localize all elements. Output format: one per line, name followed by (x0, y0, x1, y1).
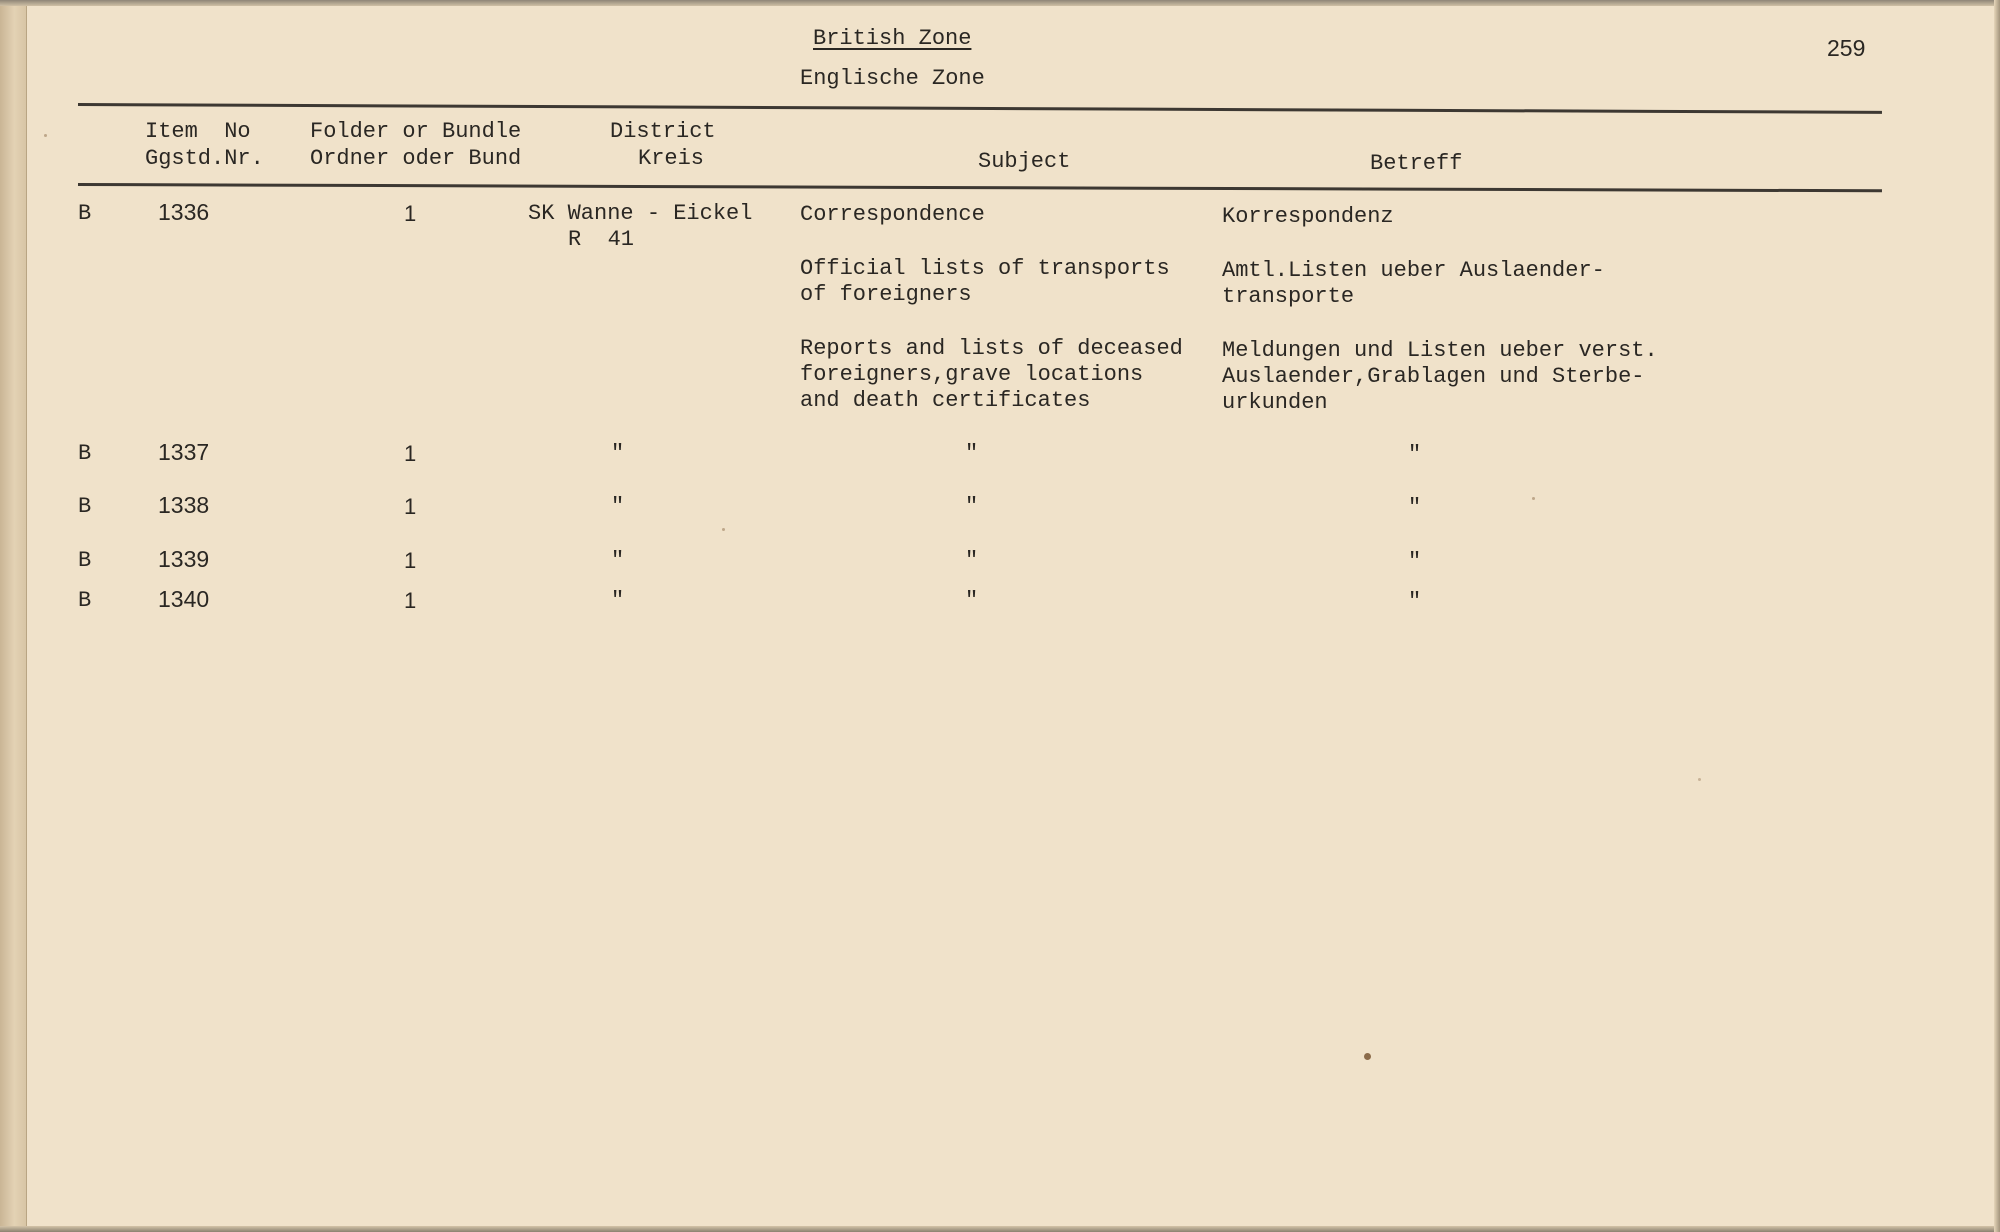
cell-subject: Correspondence (800, 202, 985, 227)
paper-speck (722, 528, 725, 531)
zone-subtitle: Englische Zone (800, 66, 985, 91)
paper-speck (1532, 497, 1535, 500)
col-header-item-no-de: Ggstd.Nr. (145, 146, 264, 171)
cell-betreff: transporte (1222, 284, 1355, 309)
col-header-betreff: Betreff (1370, 151, 1463, 176)
page-right-edge (1994, 0, 2000, 1232)
cell-item-no: 1340 (158, 586, 210, 612)
col-header-folder-en: Folder or Bundle (310, 119, 522, 144)
cell-folder: 1 (404, 588, 417, 613)
cell-subject-ditto: " (965, 588, 979, 613)
col-header-subject: Subject (978, 149, 1071, 174)
cell-subject: Reports and lists of deceased (800, 336, 1183, 361)
cell-betreff: Meldungen und Listen ueber verst. (1222, 338, 1658, 363)
zone-title: British Zone (813, 26, 972, 51)
cell-subject-ditto: " (965, 494, 979, 519)
cell-district-ditto: " (611, 441, 625, 466)
cell-folder: 1 (404, 494, 417, 519)
cell-subject-ditto: " (965, 548, 979, 573)
page-top-edge (0, 0, 2000, 6)
paper-speck (1364, 1053, 1371, 1060)
cell-subject: Official lists of transports (800, 256, 1170, 281)
cell-betreff: Korrespondenz (1222, 204, 1394, 229)
paper-speck (44, 134, 47, 137)
cell-item-no: 1339 (158, 546, 210, 572)
col-header-district-en: District (610, 119, 716, 144)
header-bottom-rule (78, 183, 1882, 192)
cell-item-no: 1338 (158, 492, 210, 518)
paper-speck (1698, 778, 1701, 781)
book-binding (0, 0, 27, 1232)
page-number: 259 (1827, 35, 1866, 61)
cell-district-ditto: " (611, 494, 625, 519)
cell-series: B (78, 588, 92, 613)
cell-folder: 1 (404, 201, 417, 226)
cell-district-sub: R 41 (568, 227, 635, 252)
cell-district-ditto: " (611, 548, 625, 573)
col-header-district-de: Kreis (638, 146, 705, 171)
cell-betreff: Amtl.Listen ueber Auslaender- (1222, 258, 1605, 283)
header-top-rule (78, 103, 1882, 114)
cell-betreff-ditto: " (1408, 442, 1422, 467)
cell-item-no: 1337 (158, 439, 210, 465)
cell-series: B (78, 494, 92, 519)
cell-subject: and death certificates (800, 388, 1091, 413)
cell-district-ditto: " (611, 588, 625, 613)
cell-series: B (78, 201, 92, 226)
cell-series: B (78, 548, 92, 573)
cell-item-no: 1336 (158, 199, 210, 225)
cell-subject: foreigners,grave locations (800, 362, 1144, 387)
cell-folder: 1 (404, 441, 417, 466)
cell-folder: 1 (404, 548, 417, 573)
cell-district: SK Wanne - Eickel (528, 201, 753, 226)
cell-betreff-ditto: " (1408, 495, 1422, 520)
cell-betreff-ditto: " (1408, 549, 1422, 574)
cell-betreff-ditto: " (1408, 589, 1422, 614)
cell-subject-ditto: " (965, 441, 979, 466)
cell-betreff: Auslaender,Grablagen und Sterbe- (1222, 364, 1645, 389)
cell-betreff: urkunden (1222, 390, 1328, 415)
page-bottom-edge (0, 1226, 2000, 1232)
cell-subject: of foreigners (800, 282, 972, 307)
col-header-folder-de: Ordner oder Bund (310, 146, 522, 171)
cell-series: B (78, 441, 92, 466)
col-header-item-no-en: Item No (145, 119, 251, 144)
